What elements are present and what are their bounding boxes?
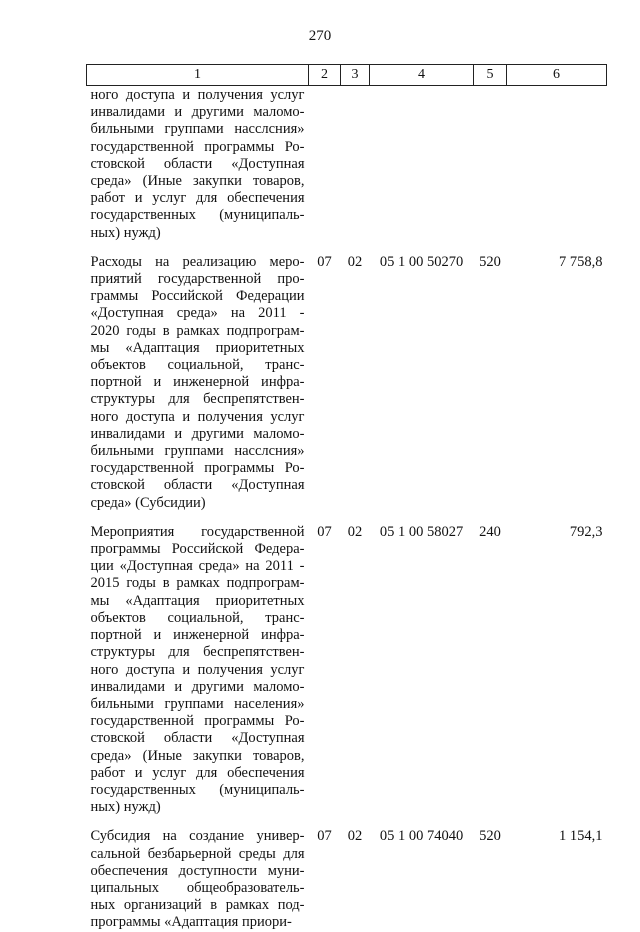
- section-code: [309, 86, 341, 252]
- description-line: программы Российской Федера-: [90, 541, 305, 558]
- section-code: 07: [317, 828, 332, 845]
- header-col-3: 3: [341, 65, 370, 86]
- description-line: Мероприятия государственной: [90, 523, 305, 540]
- description-line: ного доступа и получения услуг: [90, 661, 305, 678]
- description-line: ных) нужд): [90, 224, 161, 241]
- description-line: работ и услуг для обеспечения: [90, 764, 305, 781]
- description-line: стовской области «Доступная: [90, 730, 305, 747]
- section-code: 07: [317, 253, 332, 270]
- table-row: [87, 252, 607, 522]
- description-line: портной и инженерной инфра-: [90, 627, 305, 644]
- description-line: инвалидами и другими маломо-: [90, 678, 305, 695]
- row-description: [87, 826, 309, 931]
- header-col-4: 4: [370, 65, 474, 86]
- description-line: ных организаций в рамках под-: [90, 897, 305, 914]
- description-line: ции «Доступная среда» на 2011 -: [90, 558, 305, 575]
- description-line: ципальных общеобразователь-: [90, 879, 305, 896]
- header-col-6: 6: [507, 65, 607, 86]
- row-description: [87, 86, 309, 252]
- description-line: государственных (муниципаль-: [90, 781, 305, 798]
- description-line: ных) нужд): [90, 799, 161, 816]
- description-line: структуры для беспрепятствен-: [90, 644, 305, 661]
- description-line: сальной безбарьерной среды для: [90, 845, 305, 862]
- description-line: государственной программы Ро-: [90, 460, 305, 477]
- description-line: программы «Адаптация приори-: [90, 914, 292, 931]
- header-row: [87, 65, 607, 86]
- amount-value: 1 154,1: [559, 828, 603, 845]
- target-article-code: 05 1 00 50270: [379, 253, 464, 270]
- subsection-code: 02: [347, 523, 363, 540]
- description-line: инвалидами и другими маломо-: [90, 104, 305, 121]
- row-description: [87, 522, 309, 826]
- table-row: [87, 522, 607, 826]
- table-row: [87, 86, 607, 252]
- description-line: бильными группами наcслсния»: [90, 443, 305, 460]
- description-line: государственных (муниципаль-: [90, 207, 305, 224]
- description-line: мы «Адаптация приоритетных: [90, 592, 305, 609]
- description-line: структуры для беспрепятствен-: [90, 391, 305, 408]
- target-article-code: [370, 86, 474, 252]
- description-line: «Доступная среда» на 2011 -: [90, 305, 305, 322]
- header-col-1: 1: [87, 65, 309, 86]
- description-line: ного доступа и получения услуг: [90, 408, 305, 425]
- description-line: портной и инженерной инфра-: [90, 374, 305, 391]
- description-line: 2020 годы в рамках подпрограм-: [90, 322, 305, 339]
- description-line: мы «Адаптация приоритетных: [90, 339, 305, 356]
- description-line: среда» (Иные закупки товаров,: [90, 747, 305, 764]
- description-line: 2015 годы в рамках подпрограм-: [90, 575, 305, 592]
- table-row: [87, 826, 607, 931]
- expense-type-code: 520: [479, 253, 501, 270]
- description-line: Расходы на реализацию меро-: [90, 253, 305, 270]
- header-col-2: 2: [309, 65, 341, 86]
- description-line: государственной программы Ро-: [90, 138, 305, 155]
- description-line: государственной программы Ро-: [90, 713, 305, 730]
- description-line: объектов социальной, транс-: [90, 357, 305, 374]
- description-line: ного доступа и получения услуг: [90, 87, 305, 103]
- expense-type-code: 240: [479, 523, 501, 540]
- description-line: граммы Российской Федерации: [90, 288, 305, 305]
- description-line: работ и услуг для обеспечения: [90, 190, 305, 207]
- description-line: среда» (Субсидии): [90, 494, 206, 511]
- table-body: [87, 86, 607, 932]
- description-line: среда» (Иные закупки товаров,: [90, 173, 305, 190]
- amount-value: 7 758,8: [559, 253, 603, 270]
- description-line: приятий государственной про-: [90, 271, 305, 288]
- expense-type-code: [474, 86, 507, 252]
- expense-type-code: 520: [479, 828, 501, 845]
- description-line: стовской области «Доступная: [90, 155, 305, 172]
- subsection-code: [341, 86, 370, 252]
- description-line: стовской области «Доступная: [90, 477, 305, 494]
- header-col-5: 5: [474, 65, 507, 86]
- description-line: бильными группами населения»: [90, 695, 305, 712]
- description-line: обеспечения доступности муни-: [90, 862, 305, 879]
- budget-table: [86, 64, 607, 932]
- subsection-code: 02: [347, 828, 363, 845]
- subsection-code: 02: [347, 253, 363, 270]
- description-line: инвалидами и другими маломо-: [90, 425, 305, 442]
- section-code: 07: [317, 523, 332, 540]
- description-line: Субсидия на создание универ-: [90, 828, 305, 845]
- row-description: [87, 252, 309, 522]
- amount-value: 792,3: [569, 523, 603, 540]
- page-number: 270: [308, 28, 332, 44]
- amount-value: [507, 86, 607, 252]
- target-article-code: 05 1 00 58027: [379, 523, 464, 540]
- description-line: объектов социальной, транс-: [90, 609, 305, 626]
- description-line: бильными группами наcслсния»: [90, 121, 305, 138]
- target-article-code: 05 1 00 74040: [379, 828, 464, 845]
